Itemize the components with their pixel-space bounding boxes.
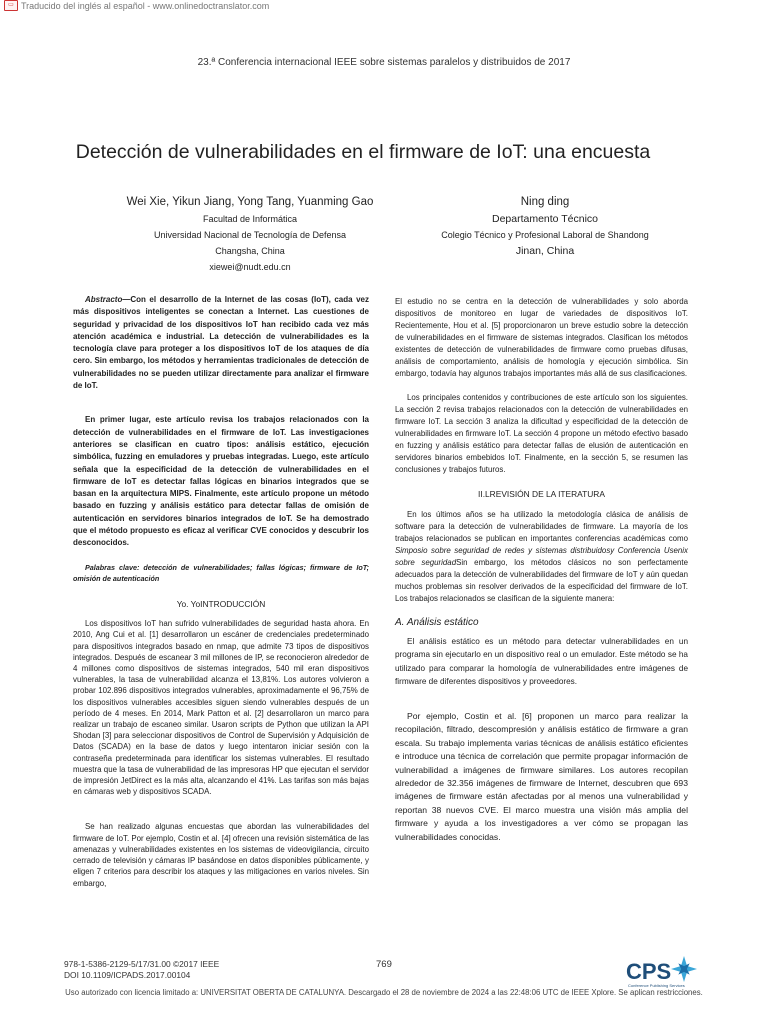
page-number: 769 (376, 959, 392, 970)
authors-right (410, 194, 680, 259)
subsection-a-heading: A. Análisis estático (395, 616, 479, 628)
logo-text: CPS (626, 959, 672, 984)
right-paragraph-3 (395, 509, 688, 605)
author-names-right: Ning ding (520, 196, 570, 208)
banner-text: Traducido del inglés al español - www.onlinedoctranslator.com (21, 0, 270, 11)
section-1-heading: Yo. YoINTRODUCCIÓN (176, 598, 266, 609)
keywords: Palabras clave: detección de vulnerabilidades; fallas lógicas; firmware de IoT; omisión de autenticación (73, 562, 369, 583)
right-paragraph-4: El análisis estático es un método para detectar vulnerabilidades en un programa sin ejecutarlo en un dispositivo real o un emulador. Este método se ha utilizado para comparar la homología de vulnerabilidades entre imágenes de firmware de diferentes dispositivos y proveedores. (395, 637, 688, 686)
p3-end: Sin embargo, los métodos clásicos no son perfectamente adecuados para la detección de vulnerabilidades del firmware de IoT y aún quedan muchos problemas sin resolver derivados de la especificidad del firmware de IoT. Los trabajos relacionados se clasifican de la siguiente manera: (395, 557, 688, 603)
footer-doi: DOI 10.1109/ICPADS.2017.00104 (64, 970, 191, 980)
author-univ: Universidad Nacional de Tecnología de Defensa (154, 230, 346, 240)
license-notice: Uso autorizado con licencia limitado a: UNIVERSITAT OBERTA DE CATALUNYA. Descargado el 28 de noviembre de 2024 a las 22:48:06 UTC de IEEE Xplore. Se aplican restricciones. (65, 988, 703, 997)
translator-banner[interactable] (4, 0, 269, 11)
author-city-right: Jinan, China (515, 245, 575, 257)
author-email[interactable]: xiewei@nudt.edu.cn (209, 262, 291, 272)
abstract-label: Abstracto— (85, 295, 131, 304)
author-college-right: Colegio Técnico y Profesional Laboral de Shandong (441, 230, 649, 240)
author-city: Changsha, China (215, 246, 285, 256)
abstract (73, 294, 369, 392)
cps-logo-icon (626, 955, 706, 989)
p3-start: En los últimos años se ha utilizado la metodología clásica de análisis de software para la detección de vulnerabilidades de firmware. La mayoría de los trabajos relacionados se publican en importantes conferencias académicas como (395, 509, 688, 543)
footer-isbn: 978-1-5386-2129-5/17/31.00 ©2017 IEEE (64, 959, 220, 969)
abstract-text: Con el desarrollo de la Internet de las cosas (IoT), cada vez más dispositivos inteligentes se conectan a Internet. Las cuestiones de seguridad y privacidad de los dispositivos IoT han recibido cada vez más atención académica e industrial. La detección de vulnerabilidades es la tecnología clave para proteger a los dispositivos IoT de los ataques de día cero. Sin embargo, los métodos y herramientas tradicionales de detección de vulnerabilidades no se pueden utilizar directamente para analizar el firmware de IoT. (73, 295, 369, 391)
author-dept-right: Departamento Técnico (491, 213, 599, 225)
logo-subtext: Conference Publishing Services (628, 983, 685, 988)
left-column (73, 294, 369, 901)
p3-italic-venues: Simposio sobre seguridad de redes y sistemas distribuidosy Conferencia Usenix sobre seguridad (395, 545, 688, 567)
right-paragraph-5: Por ejemplo, Costin et al. [6] proponen un marco para realizar la recopilación, filtrado, descompresión y análisis estático de firmware a gran escala. Su trabajo implementa varias técnicas de análisis estático eficientes e introduce una técnica de correlación que permite propagar información de vulnerabilidad a imágenes de firmware similares. Los autores recopilan alrededor de 32.356 imágenes de firmware de Internet, descubren que 693 imágenes de firmware están afectadas por al menos una vulnerabilidad y reportan 38 nuevos CVE. El marco muestra una visión más amplia del firmware y ayuda a los investigadores a ver cómo se propagan las vulnerabilidades conocidas. (395, 711, 688, 842)
right-column (395, 296, 688, 856)
abstract-paragraph-2: En primer lugar, este artículo revisa los trabajos relacionados con la detección de vulnerabilidades en el firmware de IoT. Las investigaciones anteriores se clasifican en cuatro tipos: análisis estático, ejecución simbólica, fuzzing en emuladores y pruebas integradas. Luego, este artículo señala que la especificidad de la detección de vulnerabilidades en el firmware de IoT es detectar fallas lógicas en binarios integrados que se basan en la arquitectura MIPS. Finalmente, este artículo propone un método basado en fuzzing y análisis estático para detectar fallas de omisión de autenticación en servidores binarios integrados de IoT. Se ha demostrado que el método propuesto es eficaz al verificar CVE conocidos y descubrir los desconocidos. (73, 415, 369, 548)
author-names: Wei Xie, Yikun Jiang, Yong Tang, Yuanming Gao (126, 196, 374, 208)
conference-header: 23.ª Conferencia internacional IEEE sobre sistemas paralelos y distribuidos de 2017 (197, 57, 571, 68)
right-paragraph-1: El estudio no se centra en la detección de vulnerabilidades y solo aborda dispositivos de monitoreo en lugar de variedades de dispositivos IoT. Recientemente, Hou et al. [5] proporcionaron un breve estudio sobre la detección de vulnerabilidades en el firmware de sistemas integrados. Clasifican los métodos existentes de detección de vulnerabilidades de firmware como pruebas difusas, análisis de comportamiento, análisis de homología y ejecución simbólica. Sin embargo, todavía hay algunos trabajos importantes más allá de sus clasificaciones. (395, 297, 688, 378)
translate-icon: ▭ (4, 0, 18, 11)
authors-left (80, 194, 420, 275)
cps-logo (626, 955, 706, 987)
section-2-heading: II.LREVISIÓN DE LA ITERATURA (478, 489, 605, 499)
paper-title: Detección de vulnerabilidades en el firmware de IoT: una encuesta (75, 141, 651, 163)
footer-identifiers (64, 959, 219, 981)
author-dept: Facultad de Informática (202, 214, 298, 224)
intro-paragraph-1: Los dispositivos IoT han sufrido vulnerabilidades de seguridad hasta ahora. En 2010, Ang Cui et al. [1] desarrollaron un escáner de credenciales predeterminado para dispositivos integrados basado en nmap, que admite 73 tipos de dispositivos integrados. Después de escanear 3 mil millones de IP, se reconocieron alrededor de 4 millones como dispositivos de sistemas integrados, 540 mil eran dispositivos vulnerables, la tasa de vulnerabilidad alcanza el 13,81%. Los autores volvieron a probar 102.896 dispositivos integrados vulnerables, aproximadamente el 96,75% de los dispositivos vulnerables accesibles siguen siendo vulnerables después de un período de 4 meses. En 2014, Mark Patton et al. [2] desarrollaron un marco para realizar un trabajo de escaneo similar. Usaron scripts de Python que utilizan la API Shodan [3] para seleccionar dispositivos de Control de Supervisión y Adquisición de Datos (SCADA) en la base de datos y luego intentaron iniciar sesión con la contraseña predeterminada para identificar los sistemas vulnerables. El resultado muestra que la tasa de vulnerabilidad de las impresoras HP que ejecutan el servidor de impresión JetDirect es la más alta, alcanzando el 41%. Las tarifas son más bajas en cámaras web y dispositivos SCADA. (73, 619, 369, 797)
intro-paragraph-2: Se han realizado algunas encuestas que abordan las vulnerabilidades del firmware de IoT. Por ejemplo, Costin et al. [4] ofrecen una revisión sistemática de las amenazas y vulnerabilidades existentes en los sistemas de videovigilancia, circuito cerrado de televisión y cámaras IP basándose en datos disponibles públicamente, y eligen 7 criterios para describir los ataques y las mitigaciones en varios niveles. Sin embargo, (73, 822, 369, 888)
right-paragraph-2: Los principales contenidos y contribuciones de este artículo son los siguientes. La sección 2 revisa trabajos relacionados con la detección de vulnerabilidades en firmware IoT. La sección 3 analiza la dificultad y especificidad de la detección de vulnerabilidades en firmware IoT. La sección 4 propone un método efectivo basado en fuzzing y análisis estático para detectar fallas de elusión de autenticación en servidores binarios embebidos IoT. Finalmente, en la sección 5, se resumen las conclusiones y trabajos futuros. (395, 393, 688, 474)
